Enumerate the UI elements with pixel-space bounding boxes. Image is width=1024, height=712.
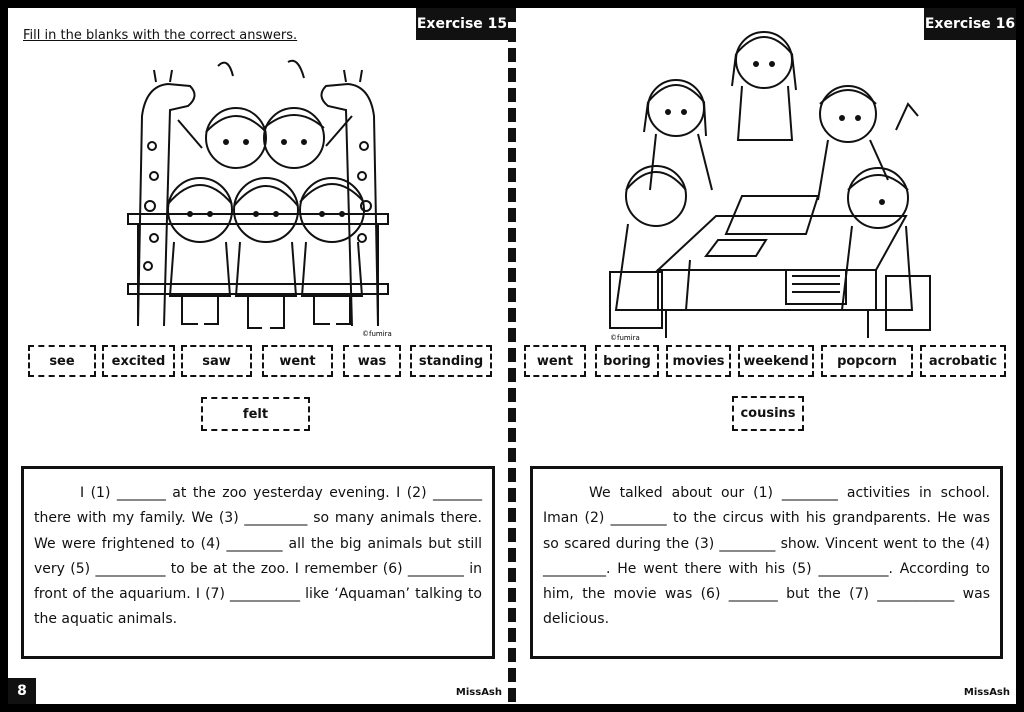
brand-label: MissAsh: [963, 687, 1010, 698]
exercise-15-tab: Exercise 15: [416, 8, 508, 40]
exercise-16-tab: Exercise 16: [924, 8, 1016, 40]
word-box-excited: excited: [102, 345, 175, 377]
brand-label: MissAsh: [455, 687, 502, 698]
giraffe-right-drawing: [321, 70, 378, 326]
word-box-boring: boring: [595, 345, 659, 377]
word-box-popcorn: popcorn: [821, 345, 913, 377]
word-box-cousins: cousins: [732, 396, 804, 431]
instruction-text: Fill in the blanks with the correct answers.: [23, 28, 298, 43]
word-box-standing: standing: [410, 345, 492, 377]
image-credit: ©fumira: [610, 334, 640, 342]
word-box-felt: felt: [201, 397, 310, 431]
word-box-weekend: weekend: [738, 345, 814, 377]
dashed-divider: [508, 8, 516, 704]
passage-box: [21, 466, 495, 659]
word-box-went: went: [524, 345, 586, 377]
word-box-acrobatic: acrobatic: [920, 345, 1006, 377]
image-credit: ©fumira: [362, 330, 392, 338]
exercise-16-page: [516, 8, 1016, 704]
giraffe-left-drawing: [138, 70, 195, 326]
page-number: 8: [8, 678, 36, 704]
classroom-discussion-illustration: [606, 20, 936, 342]
exercise-15-page: [8, 8, 508, 704]
word-box-was: was: [343, 345, 401, 377]
passage-box: [530, 466, 1003, 659]
passage-text: We talked about our (1) ________ activities in school. Iman (2) ________ to the circus with his grandparents. He was so scared during the (3) ________ show. Vincent went to the (4) _________. He went there with his (5) __________. According to him, the movie was (6) _______ but the (7) ___________ was delicious.: [543, 485, 990, 628]
word-box-see: see: [28, 345, 96, 377]
word-box-went: went: [262, 345, 333, 377]
word-box-movies: movies: [666, 345, 731, 377]
word-box-saw: saw: [181, 345, 252, 377]
passage-text: I (1) _______ at the zoo yesterday evening. I (2) _______ there with my family. We (3) _________ so many animals there. We were frightened to (4) ________ all the big animals but still very (5) __________ to be at the zoo. I remember (6) ________ in front of the aquarium. I (7) __________ like ‘Aquaman’ talking to the aquatic animals.: [34, 485, 482, 628]
zoo-children-illustration: [108, 56, 408, 338]
